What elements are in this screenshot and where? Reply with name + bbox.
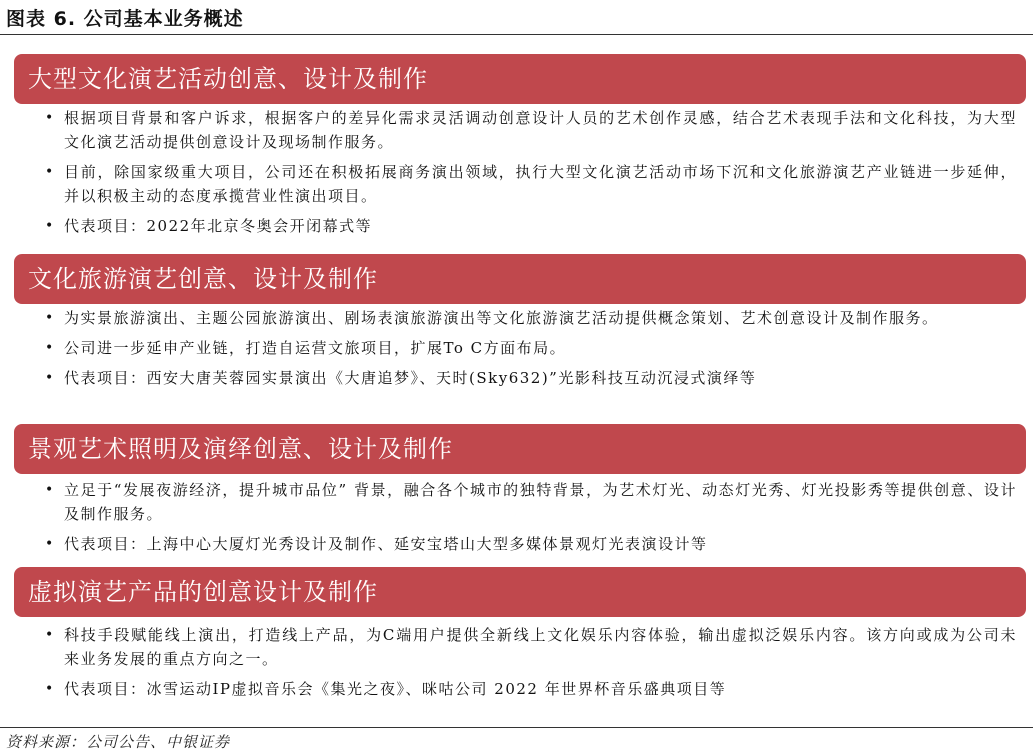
figure-title: 图表 6. 公司基本业务概述 xyxy=(6,8,244,30)
bullet-dot-icon: • xyxy=(45,310,55,326)
bullet-text: 目前，除国家级重大项目，公司还在积极拓展商务演出领域，执行大型文化演艺活动市场下沉和文化旅游演艺产业链进一步延伸，并以积极主动的态度承揽营业性演出项目。 xyxy=(64,163,1017,205)
title-divider xyxy=(0,34,1033,35)
bullet-dot-icon: • xyxy=(45,370,55,386)
bullet-text: 代表项目：上海中心大厦灯光秀设计及制作、延安宝塔山大型多媒体景观灯光表演设计等 xyxy=(64,535,708,553)
bullet-text: 立足于“发展夜游经济，提升城市品位” 背景，融合各个城市的独特背景，为艺术灯光、动态灯光秀、灯光投影秀等提供创意、设计及制作服务。 xyxy=(64,481,1017,523)
section-banner-large-events: 大型文化演艺活动创意、设计及制作 xyxy=(14,54,1026,104)
source-note: 资料来源：公司公告、中银证券 xyxy=(6,733,231,751)
bullet-dot-icon: • xyxy=(45,164,55,180)
list-item xyxy=(42,532,1017,556)
bullet-text: 代表项目：2022年北京冬奥会开闭幕式等 xyxy=(64,217,373,235)
list-item xyxy=(42,106,1017,154)
bullet-text: 为实景旅游演出、主题公园旅游演出、剧场表演旅游演出等文化旅游演艺活动提供概念策划、艺术创意设计及制作服务。 xyxy=(64,309,939,327)
bullet-text: 公司进一步延申产业链，打造自运营文旅项目，扩展To C方面布局。 xyxy=(64,339,567,357)
bullet-list-virtual-performance xyxy=(42,623,1017,707)
bullet-dot-icon: • xyxy=(45,536,55,552)
bullet-text: 代表项目：冰雪运动IP虚拟音乐会《集光之夜》、咪咕公司 2022 年世界杯音乐盛典项目等 xyxy=(64,680,727,698)
section-banner-landscape-lighting: 景观艺术照明及演绎创意、设计及制作 xyxy=(14,424,1026,474)
list-item xyxy=(42,677,1017,701)
list-item xyxy=(42,478,1017,526)
section-banner-virtual-performance: 虚拟演艺产品的创意设计及制作 xyxy=(14,567,1026,617)
bullet-text: 代表项目：西安大唐芙蓉园实景演出《大唐追梦》、天时(Sky632)”光影科技互动沉浸式演绎等 xyxy=(64,369,757,387)
bullet-list-large-events xyxy=(42,106,1017,244)
list-item xyxy=(42,623,1017,671)
bullet-list-landscape-lighting xyxy=(42,478,1017,562)
bottom-divider xyxy=(0,727,1033,728)
bullet-dot-icon: • xyxy=(45,340,55,356)
list-item xyxy=(42,160,1017,208)
bullet-dot-icon: • xyxy=(45,627,55,643)
bullet-list-cultural-tourism xyxy=(42,306,1017,396)
bullet-dot-icon: • xyxy=(45,110,55,126)
section-banner-cultural-tourism: 文化旅游演艺创意、设计及制作 xyxy=(14,254,1026,304)
bullet-dot-icon: • xyxy=(45,681,55,697)
bullet-text: 科技手段赋能线上演出，打造线上产品，为C端用户提供全新线上文化娱乐内容体验，输出虚拟泛娱乐内容。该方向或成为公司未来业务发展的重点方向之一。 xyxy=(64,626,1017,668)
bullet-dot-icon: • xyxy=(45,482,55,498)
list-item xyxy=(42,336,1017,360)
list-item xyxy=(42,214,1017,238)
bullet-dot-icon: • xyxy=(45,218,55,234)
list-item xyxy=(42,306,1017,330)
list-item xyxy=(42,366,1017,390)
bullet-text: 根据项目背景和客户诉求，根据客户的差异化需求灵活调动创意设计人员的艺术创作灵感，结合艺术表现手法和文化科技，为大型文化演艺活动提供创意设计及现场制作服务。 xyxy=(64,109,1017,151)
